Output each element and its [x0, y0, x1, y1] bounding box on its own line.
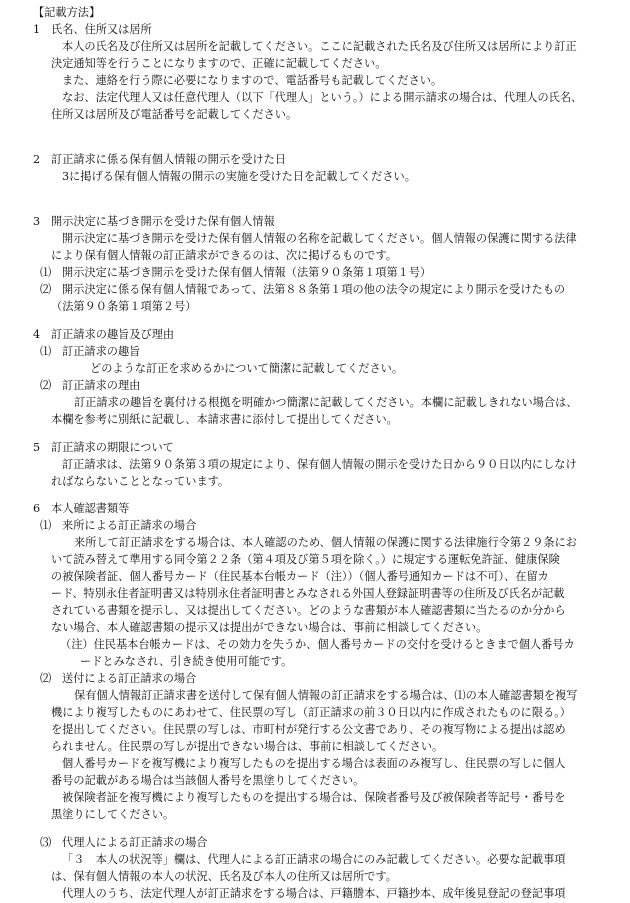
item-line: 開示決定に基づき開示を受けた保有個人情報（法第９０条第１項第１号） [62, 266, 432, 279]
item-mark: ⑵ [40, 283, 52, 296]
item-mark: ⑵ [40, 672, 52, 685]
item-line: 被保険者証を複写機により複写したものを提出する場合は、保険者番号及び被保険者等記号・番号を [62, 791, 566, 804]
item-line: いて読み替えて準用する同令第２２条（第４項及び第５項を除く。）に規定する運転免許証、健康保険 [51, 553, 560, 566]
paragraph-line: ればならないこととなっています。 [51, 475, 230, 488]
item-heading: 送付による訂正請求の場合 [62, 672, 197, 685]
section-heading: 本人確認書類等 [51, 502, 130, 515]
section-heading: 氏名、住所又は居所 [51, 23, 152, 36]
item-mark: ⑶ [40, 836, 52, 849]
item-line: ない場合、本人確認書類の提示又は提出ができない場合は、事前に相談してください。 [51, 621, 488, 634]
item-line: 黒塗りにしてください。 [51, 808, 175, 821]
item-line: られません。住民票の写しが提出できない場合は、事前に相談してください。 [51, 740, 444, 753]
paragraph-line: なお、法定代理人又は任意代理人（以下「代理人」という。）による開示請求の場合は、代理人の氏名、 [62, 91, 583, 104]
section-number: 1 [33, 23, 41, 36]
section-heading: 訂正請求の期限について [51, 441, 174, 454]
section-heading: 訂正請求の趣旨及び理由 [51, 328, 175, 341]
note-line: （注）住民基本台帳カードは、その効力を失うか、個人番号カードの交付を受けるときまで個人番号カ [60, 638, 575, 651]
item-mark: ⑵ [40, 379, 52, 392]
paragraph-line: により保有個人情報の訂正請求ができるのは、次に掲げるものです。 [51, 249, 397, 262]
item-line: の被保険者証、個人番号カード（住民基本台帳カード（注））（個人番号通知カードは不可）、在留カ [51, 570, 549, 583]
item-line: ード、特別永住者証明書又は特別永住者証明書とみなされる外国人登録証明書等の住所及び氏名が記載 [51, 587, 565, 600]
item-line: 個人番号カードを複写機により複写したものを提出する場合は表面のみ複写し、住民票の写しに個人 [62, 757, 566, 770]
paragraph-line: 住所又は居所及び電話番号を記載してください。 [51, 108, 298, 121]
item-line: 機により複写したものにあわせて、住民票の写し（訂正請求の前３０日以内に作成されたものに限る。） [51, 706, 571, 719]
item-line: （法第９０条第１項第２号） [51, 300, 197, 313]
item-line: 番号の記載がある場合は当該個人番号を黒塗りしてください。 [51, 774, 365, 787]
item-line: 開示決定に係る保有個人情報であって、法第８８条第１項の他の法令の規定により開示を受けたもの [62, 283, 566, 296]
note-line: ードとみなされ、引き続き使用可能です。 [80, 655, 293, 668]
item-line: されている書類を提示し、又は提出してください。どのような書類が本人確認書類に当たるのか分から [51, 604, 566, 617]
paragraph-line: 開示決定に基づき開示を受けた保有個人情報の名称を記載してください。個人情報の保護に関する法律 [62, 232, 577, 245]
document-title: 【記載方法】 [33, 6, 101, 19]
item-line: どのような訂正を求めるかについて簡潔に記載してください。 [90, 362, 404, 375]
paragraph-line: 決定通知等を行うことになりますので、正確に記載してください。 [51, 57, 387, 70]
section-heading: 訂正請求に係る保有個人情報の開示を受けた日 [51, 153, 286, 166]
item-heading: 訂正請求の理由 [62, 379, 141, 392]
paragraph-line: 訂正請求は、法第９０条第３項の規定により、保有個人情報の開示を受けた日から９０日以内にしなけ [62, 458, 577, 471]
paragraph-line: 3に掲げる保有個人情報の開示の実施を受けた日を記載してください。 [62, 170, 416, 183]
item-line: 訂正請求の趣旨を裏付ける根拠を明確かつ簡潔に記載してください。本欄に記載しきれない場合は、 [74, 396, 578, 409]
item-mark: ⑴ [40, 519, 52, 532]
item-line: 来所して訂正請求をする場合は、本人確認のため、個人情報の保護に関する法律施行令第２９条にお [74, 536, 577, 549]
paragraph-line: 本人の氏名及び住所又は居所を記載してください。ここに記載された氏名及び住所又は居所により訂正 [62, 40, 577, 53]
section-number: 2 [33, 153, 41, 166]
section-number: 6 [33, 502, 41, 515]
item-heading: 来所による訂正請求の場合 [62, 519, 197, 532]
item-line: は、保有個人情報の本人の状況、氏名及び本人の住所又は居所です。 [51, 870, 397, 883]
section-number: 5 [33, 441, 41, 454]
item-heading: 訂正請求の趣旨 [62, 345, 141, 358]
item-heading: 代理人による訂正請求の場合 [62, 836, 208, 849]
paragraph-line: また、連絡を行う際に必要になりますので、電話番号も記載してください。 [62, 74, 443, 87]
item-line: 保有個人情報訂正請求書を送付して保有個人情報の訂正請求をする場合は、⑴の本人確認書類を複写 [74, 689, 578, 702]
item-line: 「３ 本人の状況等」欄は、代理人による訂正請求の場合にのみ記載してください。必要な記載事項 [62, 853, 566, 866]
section-number: 3 [33, 215, 41, 228]
item-line: 本欄を参考に別紙に記載し、本請求書に添付して提出してください。 [51, 413, 398, 426]
item-line: 代理人のうち、法定代理人が訂正請求をする場合は、戸籍謄本、戸籍抄本、成年後見登記の登記事項 [62, 887, 566, 900]
item-mark: ⑴ [40, 345, 52, 358]
item-line: を提出してください。住民票の写しは、市町村が発行する公文書であり、その複写物による提出は認め [51, 723, 566, 736]
section-number: 4 [33, 328, 41, 341]
section-heading: 開示決定に基づき開示を受けた保有個人情報 [51, 215, 275, 228]
item-mark: ⑴ [40, 266, 52, 279]
